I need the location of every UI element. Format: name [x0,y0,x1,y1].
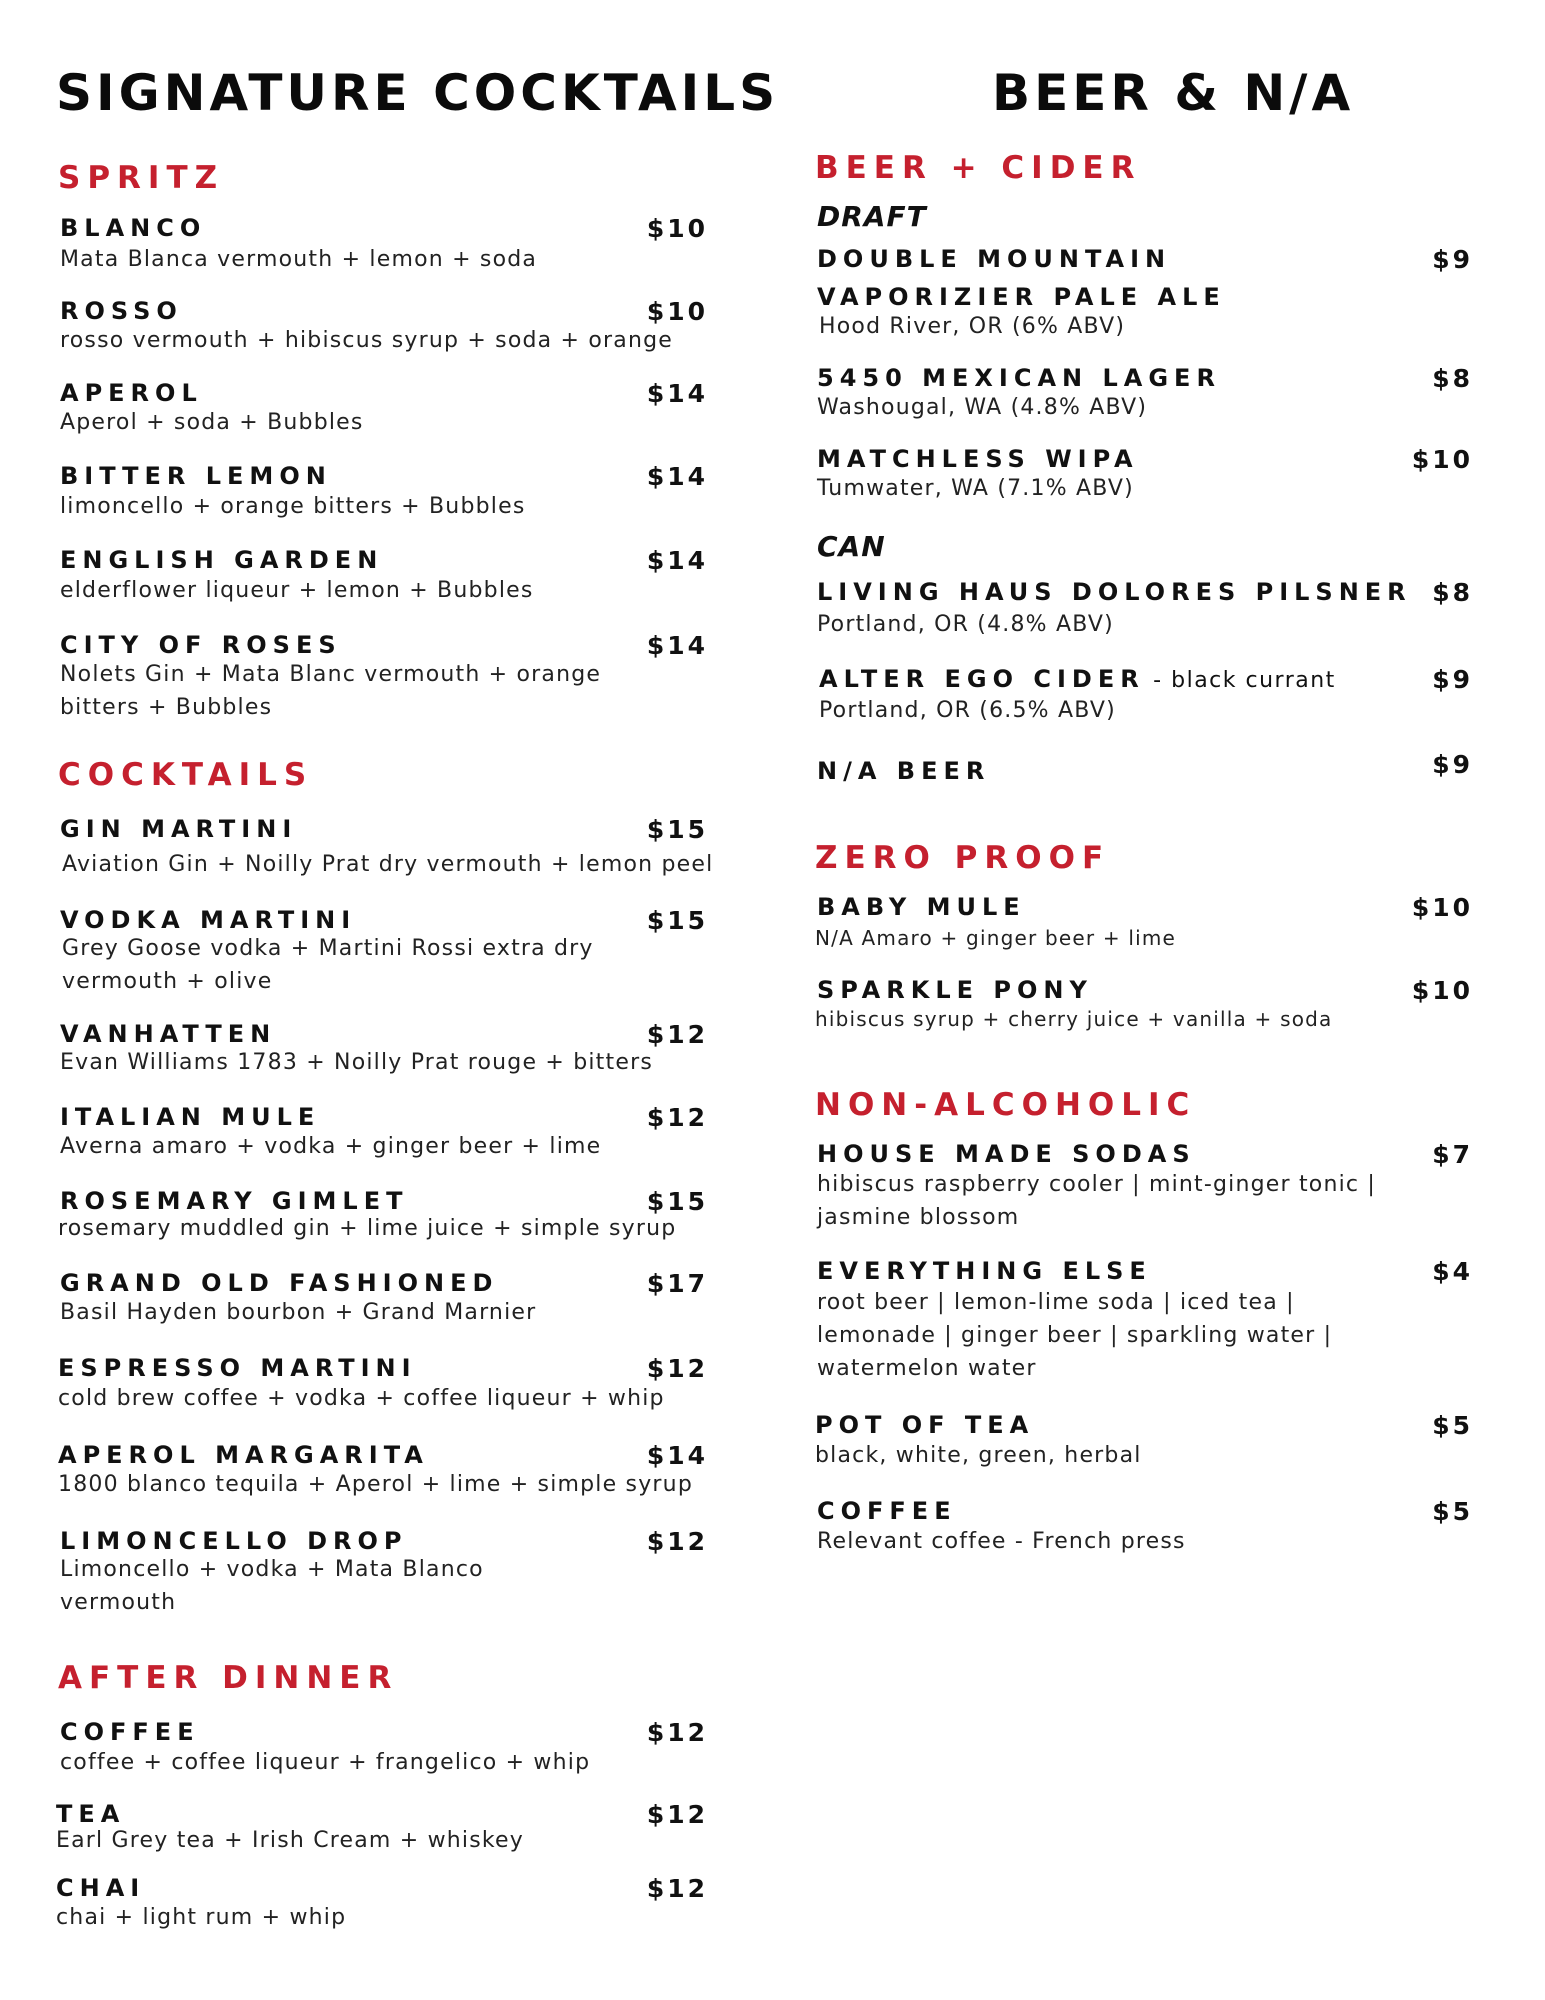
item-chai-name: CHAI [56,1874,146,1902]
item-house-made-sodas-desc: hibiscus raspberry cooler | mint-ginger tonic | jasmine blossom [817,1172,1377,1230]
item-living-haus-price: $8 [1432,578,1473,607]
item-limoncello-drop-desc: Limoncello + vodka + Mata Blanco vermouth [60,1557,484,1615]
section-after-dinner: AFTER DINNER [58,1660,399,1696]
item-rosso-price: $10 [646,297,708,326]
item-bitter-lemon-price: $14 [646,462,708,491]
item-espresso-martini-name: ESPRESSO MARTINI [58,1354,417,1382]
item-blanco-desc: Mata Blanca vermouth + lemon + soda [60,247,538,272]
item-rosso-name: ROSSO [60,297,183,325]
item-tea-cocktail-desc: Earl Grey tea + Irish Cream + whiskey [56,1828,525,1853]
item-sparkle-pony-price: $10 [1411,976,1473,1005]
item-city-of-roses-price: $14 [646,631,708,660]
item-coffee-press-price: $5 [1432,1497,1473,1526]
item-rosso-desc: rosso vermouth + hibiscus syrup + soda + orange [60,328,673,353]
item-bitter-lemon-desc: limoncello + orange bitters + Bubbles [60,494,526,519]
item-aperol-name: APEROL [60,379,203,407]
item-rosemary-gimlet-price: $15 [646,1187,708,1216]
item-vanhatten-price: $12 [646,1020,708,1049]
item-english-garden-price: $14 [646,546,708,575]
item-sparkle-pony-name: SPARKLE PONY [817,976,1093,1004]
item-matchless-wipa-desc: Tumwater, WA (7.1% ABV) [817,476,1134,501]
item-aperol-margarita-desc: 1800 blanco tequila + Aperol + lime + simple syrup [58,1472,693,1497]
item-coffee-press-name: COFFEE [817,1497,957,1525]
item-italian-mule-price: $12 [646,1103,708,1132]
item-aperol-desc: Aperol + soda + Bubbles [60,410,364,435]
item-grand-old-fashioned-name: GRAND OLD FASHIONED [60,1269,499,1297]
section-beer-cider: BEER + CIDER [815,150,1142,186]
section-cocktails: COCKTAILS [58,757,314,793]
item-chai-price: $12 [646,1874,708,1903]
signature-cocktails-title: SIGNATURE COCKTAILS [56,64,780,122]
item-baby-mule-desc: N/A Amaro + ginger beer + lime [815,926,1177,950]
item-english-garden-name: ENGLISH GARDEN [60,546,384,574]
item-living-haus-name: LIVING HAUS DOLORES PILSNER [817,578,1412,606]
item-double-mountain-price: $9 [1432,245,1473,274]
item-house-made-sodas-name: HOUSE MADE SODAS [817,1140,1196,1168]
item-alter-ego-desc: Portland, OR (6.5% ABV) [819,698,1116,723]
item-grand-old-fashioned-price: $17 [646,1269,708,1298]
item-coffee-cocktail-name: COFFEE [60,1718,200,1746]
item-gin-martini-price: $15 [646,815,708,844]
item-tea-cocktail-price: $12 [646,1800,708,1829]
item-living-haus-desc: Portland, OR (4.8% ABV) [817,612,1114,637]
item-coffee-cocktail-desc: coffee + coffee liqueur + frangelico + whip [60,1750,591,1775]
item-alter-ego-name-text: ALTER EGO CIDER [819,665,1145,693]
item-5450-lager-price: $8 [1432,364,1473,393]
item-matchless-wipa-name: MATCHLESS WIPA [817,445,1139,473]
item-vodka-martini-price: $15 [646,906,708,935]
item-blanco-price: $10 [646,214,708,243]
subhead-can: CAN [817,530,886,563]
item-gin-martini-desc: Aviation Gin + Noilly Prat dry vermouth + lemon peel [62,852,714,877]
item-house-made-sodas-price: $7 [1432,1140,1473,1169]
item-na-beer-price: $9 [1432,750,1473,779]
item-5450-lager-desc: Washougal, WA (4.8% ABV) [817,395,1148,420]
item-tea-cocktail-name: TEA [56,1800,126,1828]
item-grand-old-fashioned-desc: Basil Hayden bourbon + Grand Marnier [60,1300,537,1325]
item-everything-else-price: $4 [1432,1257,1473,1286]
item-double-mountain-name: DOUBLE MOUNTAIN [817,245,1172,273]
item-alter-ego-name [819,665,1336,693]
item-italian-mule-name: ITALIAN MULE [60,1103,321,1131]
section-non-alcoholic: NON-ALCOHOLIC [815,1087,1197,1123]
item-alter-ego-price: $9 [1432,665,1473,694]
item-espresso-martini-desc: cold brew coffee + vodka + coffee liqueur + whip [58,1386,665,1411]
item-city-of-roses-desc: Nolets Gin + Mata Blanc vermouth + orange bitters + Bubbles [60,662,602,720]
item-blanco-name: BLANCO [60,214,207,242]
subhead-draft: DRAFT [817,200,927,233]
item-italian-mule-desc: Averna amaro + vodka + ginger beer + lime [60,1134,602,1159]
item-chai-desc: chai + light rum + whip [56,1905,347,1930]
item-vodka-martini-name: VODKA MARTINI [60,906,357,934]
section-spritz: SPRITZ [58,160,225,196]
section-zero-proof: ZERO PROOF [815,840,1111,876]
item-alter-ego-inline-desc: - black currant [1144,668,1336,693]
item-rosemary-gimlet-name: ROSEMARY GIMLET [60,1187,409,1215]
item-matchless-wipa-price: $10 [1411,445,1473,474]
item-vanhatten-name: VANHATTEN [60,1020,277,1048]
item-coffee-press-desc: Relevant coffee - French press [817,1529,1186,1554]
item-baby-mule-name: BABY MULE [817,893,1026,921]
item-everything-else-desc: root beer | lemon-lime soda | iced tea | lemonade | ginger beer | sparkling water | watermelon water [817,1290,1333,1381]
item-double-mountain-desc: Hood River, OR (6% ABV) [819,314,1126,339]
item-na-beer-name: N/A BEER [817,757,991,785]
item-aperol-price: $14 [646,379,708,408]
item-baby-mule-price: $10 [1411,893,1473,922]
item-city-of-roses-name: CITY OF ROSES [60,631,342,659]
item-pot-of-tea-desc: black, white, green, herbal [815,1443,1142,1468]
item-espresso-martini-price: $12 [646,1354,708,1383]
item-limoncello-drop-price: $12 [646,1527,708,1556]
item-english-garden-desc: elderflower liqueur + lemon + Bubbles [60,578,534,603]
item-everything-else-name: EVERYTHING ELSE [817,1257,1152,1285]
item-aperol-margarita-name: APEROL MARGARITA [58,1441,429,1469]
item-double-mountain-name-line2: VAPORIZIER PALE ALE [817,283,1226,311]
item-pot-of-tea-price: $5 [1432,1411,1473,1440]
item-coffee-cocktail-price: $12 [646,1718,708,1747]
item-vanhatten-desc: Evan Williams 1783 + Noilly Prat rouge + bitters [60,1050,653,1075]
item-rosemary-gimlet-desc: rosemary muddled gin + lime juice + simple syrup [58,1216,677,1241]
beer-na-title: BEER & N/A [992,64,1355,122]
item-bitter-lemon-name: BITTER LEMON [60,462,332,490]
item-5450-lager-name: 5450 MEXICAN LAGER [817,364,1221,392]
item-pot-of-tea-name: POT OF TEA [815,1411,1035,1439]
item-sparkle-pony-desc: hibiscus syrup + cherry juice + vanilla + soda [815,1007,1333,1031]
item-vodka-martini-desc: Grey Goose vodka + Martini Rossi extra dry vermouth + olive [62,936,594,994]
item-gin-martini-name: GIN MARTINI [60,815,298,843]
item-aperol-margarita-price: $14 [646,1441,708,1470]
item-limoncello-drop-name: LIMONCELLO DROP [60,1527,408,1555]
